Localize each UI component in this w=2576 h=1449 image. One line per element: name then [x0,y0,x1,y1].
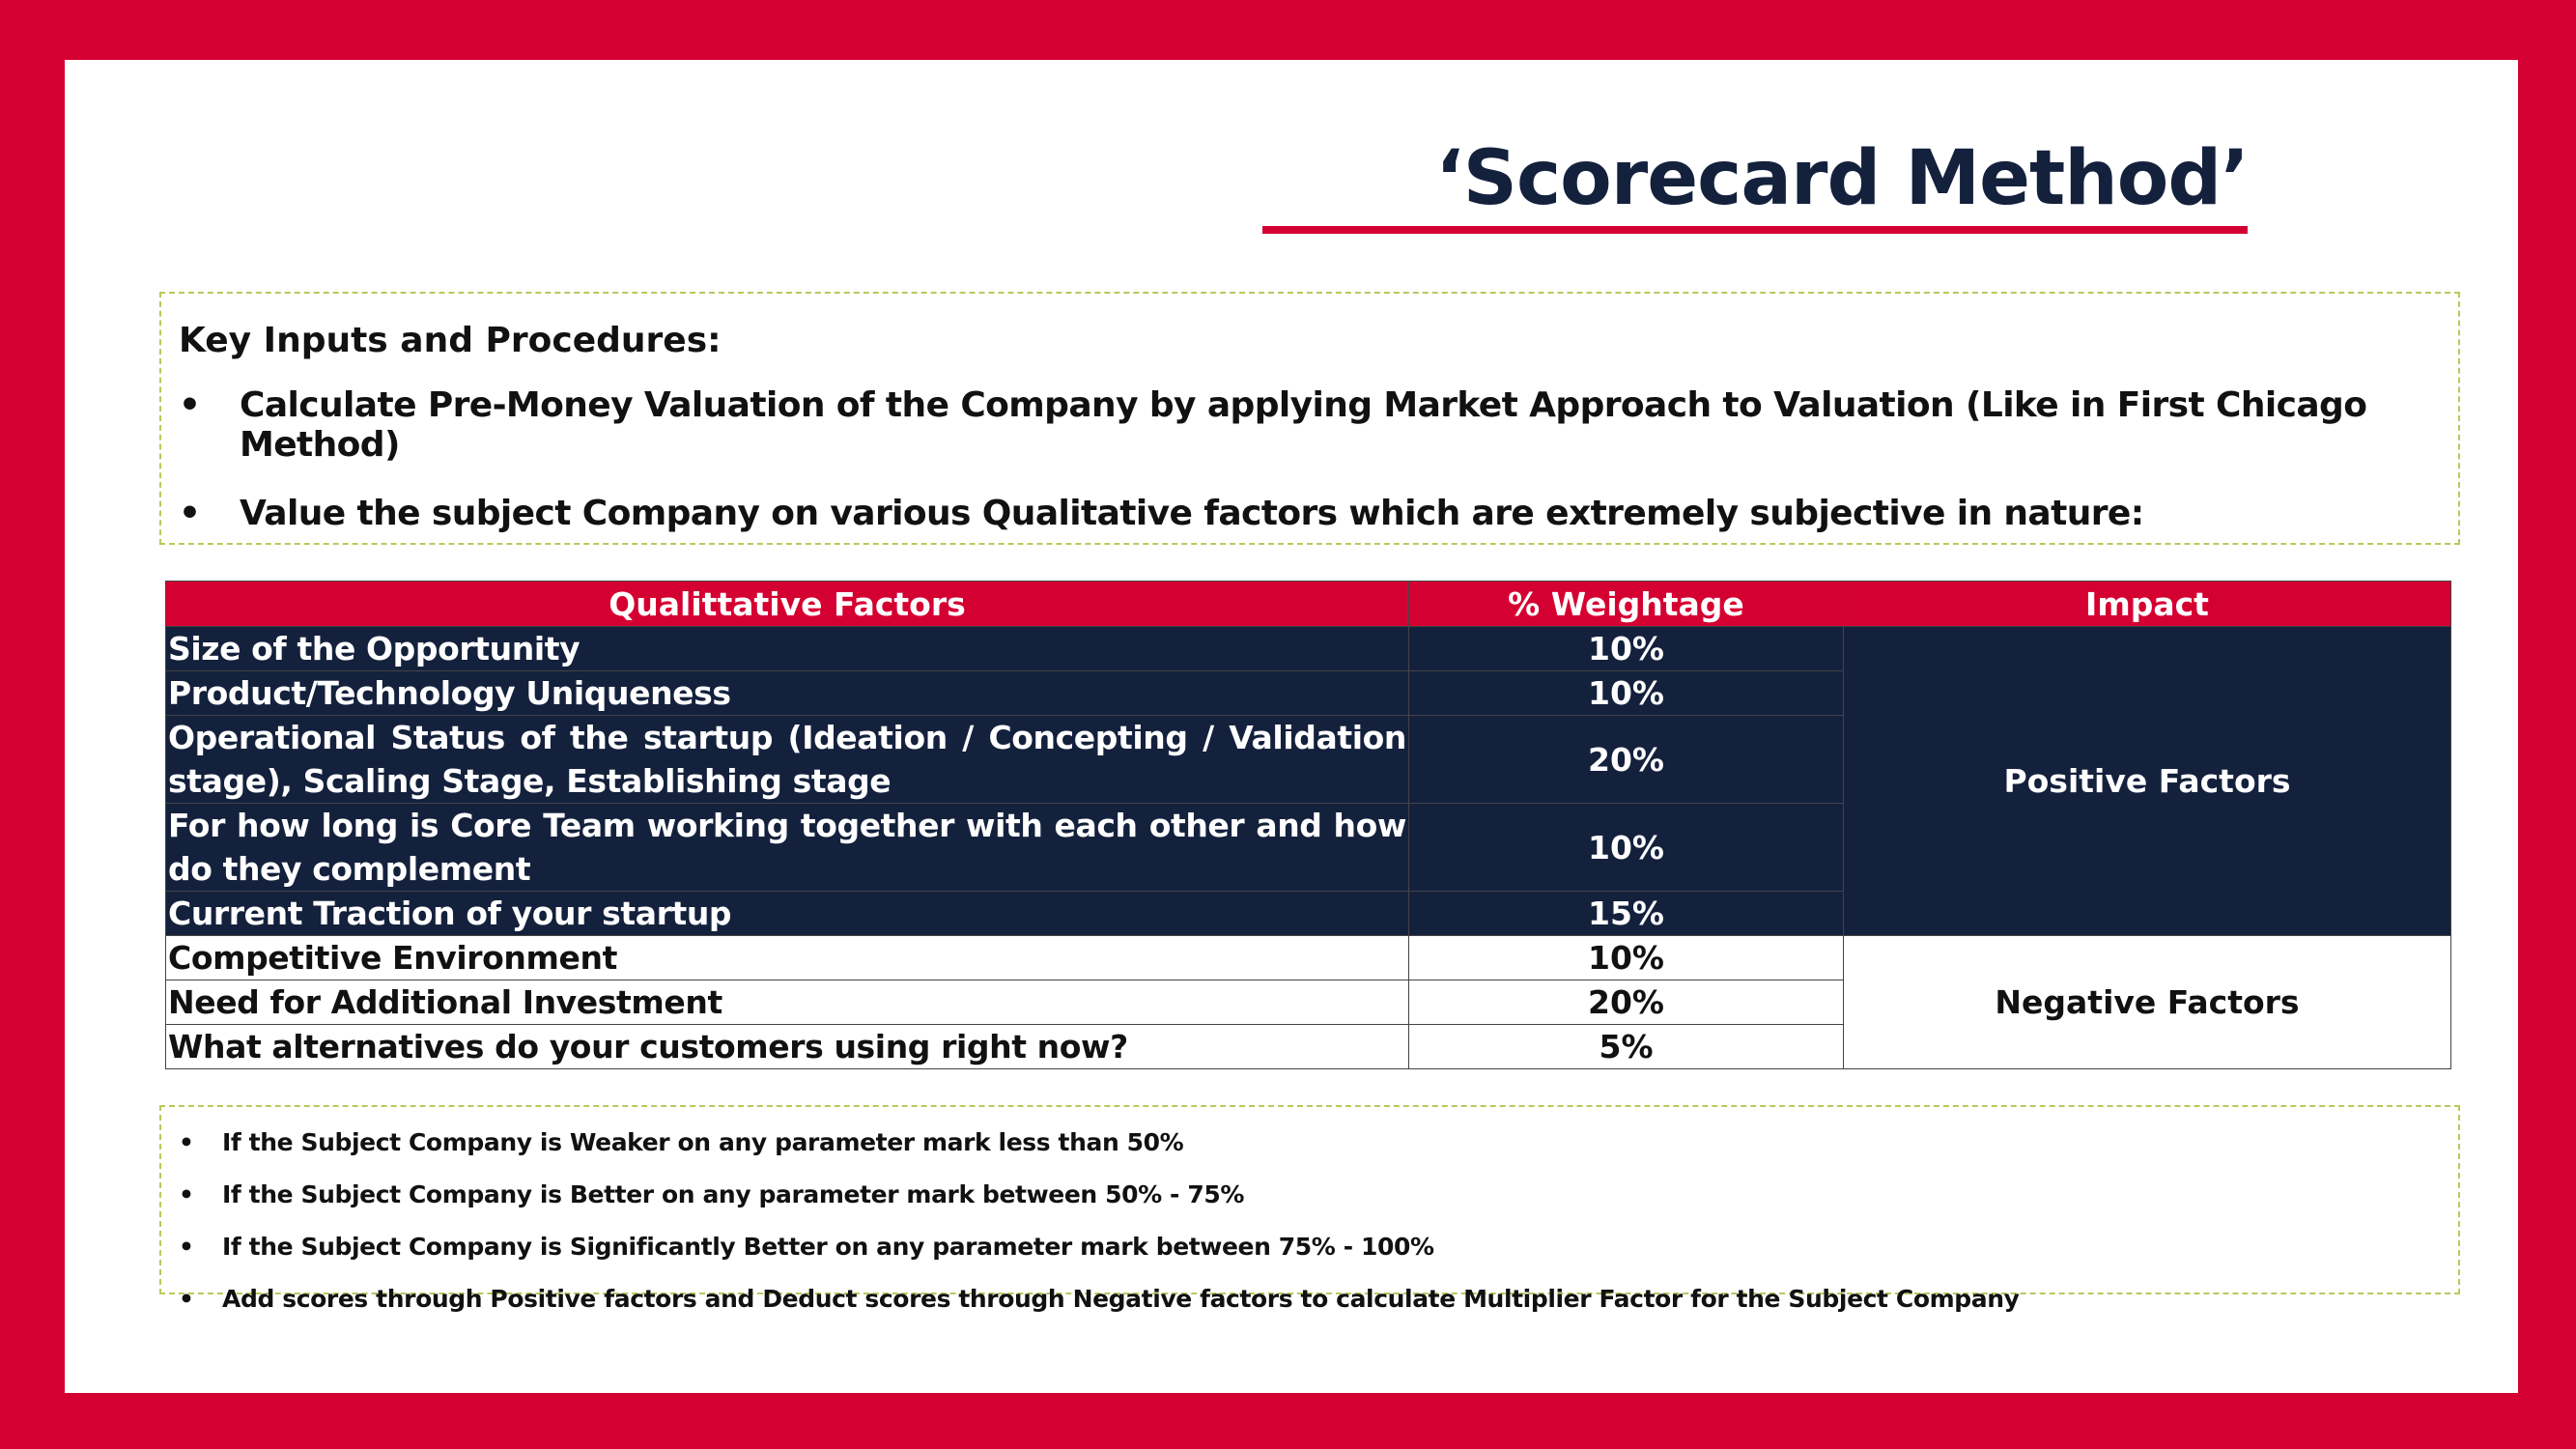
factor-cell: Operational Status of the startup (Ideation / Concepting / Validation stage), Scaling Stage, Establishing stage [166,716,1409,804]
list-item [179,385,2439,465]
bullet-icon: • [179,1128,194,1156]
weight-cell: 10% [1409,936,1844,980]
weight-cell: 10% [1409,671,1844,716]
list-item [179,1233,2439,1261]
factor-cell: Need for Additional Investment [166,980,1409,1025]
factors-table [165,581,2451,1069]
list-item [179,494,2439,533]
impact-negative-cell: Negative Factors [1844,936,2451,1069]
key-inputs-heading: Key Inputs and Procedures: [179,321,722,360]
bullet-icon: • [179,1285,194,1313]
weight-cell: 20% [1409,980,1844,1025]
list-item-text: Value the subject Company on various Qualitative factors which are extremely subjective in nature: [240,494,2144,533]
page-title: ‘Scorecard Method’ [1435,135,2249,222]
list-item [179,1128,2439,1156]
weight-cell: 15% [1409,892,1844,936]
list-item [179,1180,2439,1208]
table-header-row [166,582,2451,627]
header-impact: Impact [1844,582,2451,627]
factor-cell: Competitive Environment [166,936,1409,980]
note-text: If the Subject Company is Weaker on any parameter mark less than 50% [222,1128,1184,1156]
weight-cell: 10% [1409,627,1844,671]
bullet-icon: • [179,385,201,425]
table-row [166,627,2451,671]
factor-cell: Product/Technology Uniqueness [166,671,1409,716]
factor-cell: Current Traction of your startup [166,892,1409,936]
key-inputs-box [159,292,2460,545]
list-item-text: Calculate Pre-Money Valuation of the Company by applying Market Approach to Valuation (Like in First Chicago Method) [240,385,2367,465]
note-text: Add scores through Positive factors and Deduct scores through Negative factors to calculate Multiplier Factor for the Subject Company [222,1285,2020,1313]
header-weightage: % Weightage [1409,582,1844,627]
factor-cell: Size of the Opportunity [166,627,1409,671]
table-row [166,936,2451,980]
bullet-icon: • [179,1180,194,1208]
bullet-icon: • [179,494,201,533]
note-text: If the Subject Company is Better on any parameter mark between 50% - 75% [222,1180,1244,1208]
list-item [179,1285,2439,1313]
bullet-icon: • [179,1233,194,1261]
impact-positive-cell: Positive Factors [1844,627,2451,936]
weight-cell: 10% [1409,804,1844,892]
note-text: If the Subject Company is Significantly Better on any parameter mark between 75% - 100% [222,1233,1434,1261]
header-factors: Qualittative Factors [166,582,1409,627]
key-inputs-list [179,385,2439,533]
notes-list [179,1128,2439,1313]
factors-table-wrap [165,581,2450,1069]
slide [65,60,2518,1393]
factor-cell: What alternatives do your customers using right now? [166,1025,1409,1069]
weight-cell: 5% [1409,1025,1844,1069]
factor-cell: For how long is Core Team working together with each other and how do they complement [166,804,1409,892]
notes-box [159,1105,2460,1313]
weight-cell: 20% [1409,716,1844,804]
title-underline [1262,226,2248,234]
